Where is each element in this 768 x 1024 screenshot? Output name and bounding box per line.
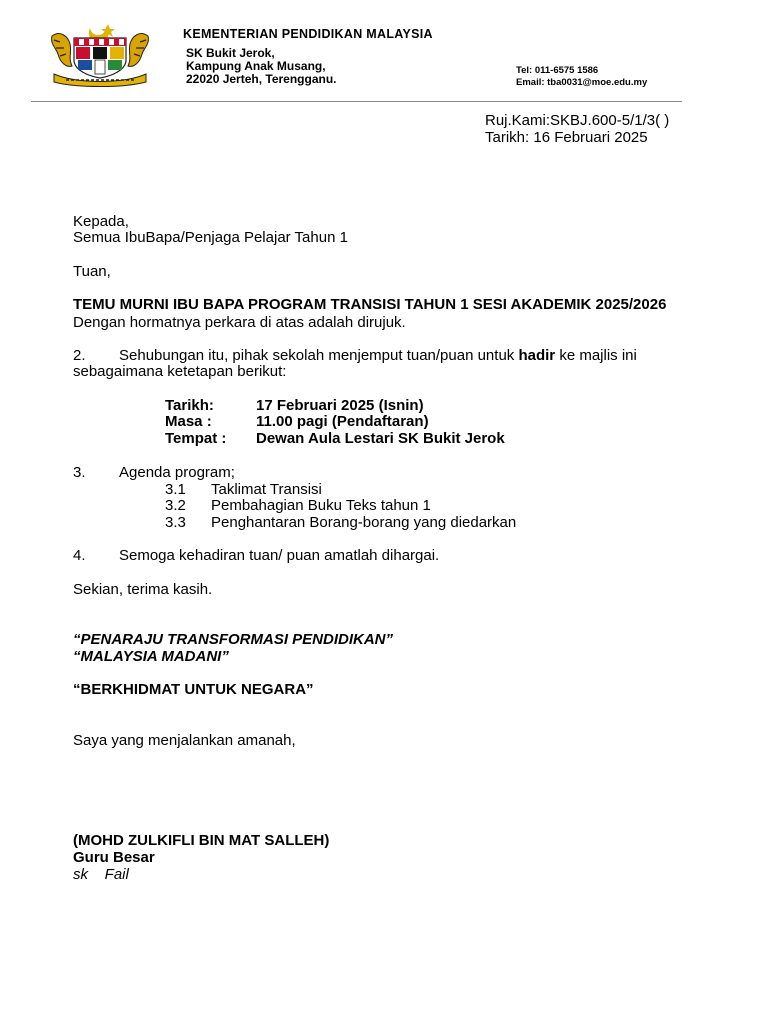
intro-line: Dengan hormatnya perkara di atas adalah dirujuk.: [73, 314, 406, 331]
agenda-item: [165, 514, 516, 531]
letterhead-divider: [31, 101, 682, 102]
signatory-title: Guru Besar: [73, 849, 155, 866]
agenda-item: [165, 497, 431, 514]
slogan-line-1: “PENARAJU TRANSFORMASI PENDIDIKAN”: [73, 631, 394, 648]
paragraph-3: [73, 464, 235, 481]
signature-intro: Saya yang menjalankan amanah,: [73, 732, 296, 749]
recipient-line: Semua IbuBapa/Penjaga Pelajar Tahun 1: [73, 229, 348, 246]
school-name-line: SK Bukit Jerok,: [186, 46, 275, 60]
salutation: Tuan,: [73, 263, 111, 280]
school-email: Email: tba0031@moe.edu.my: [516, 77, 648, 88]
agenda-item-text: Taklimat Transisi: [211, 481, 322, 498]
paragraph-4: [73, 547, 439, 564]
detail-date-label: Tarikh:: [165, 397, 214, 414]
detail-time-value: 11.00 pagi (Pendaftaran): [256, 413, 429, 430]
paragraph-2-line-2: sebagaimana ketetapan berikut:: [73, 363, 287, 380]
paragraph-2-bold: hadir: [518, 347, 556, 364]
detail-time: [165, 413, 429, 430]
paragraph-3-text: Agenda program;: [119, 464, 235, 481]
paragraph-4-number: 4.: [73, 547, 86, 564]
paragraph-2-text-end: ke majlis ini: [555, 347, 637, 364]
agenda-item-text: Pembahagian Buku Teks tahun 1: [211, 497, 431, 514]
signatory-name: (MOHD ZULKIFLI BIN MAT SALLEH): [73, 832, 330, 849]
school-contact: [516, 65, 647, 89]
detail-venue: [165, 430, 505, 447]
coat-of-arms-logo: [46, 22, 154, 88]
school-tel: Tel: 011-6575 1586: [516, 65, 599, 76]
paragraph-2: [73, 347, 637, 364]
reference-number: Ruj.Kami:SKBJ.600-5/1/3( ): [485, 112, 670, 129]
detail-venue-label: Tempat :: [165, 430, 227, 447]
closing-line: Sekian, terima kasih.: [73, 581, 213, 598]
slogan-line-2: “MALAYSIA MADANI”: [73, 648, 229, 665]
detail-time-label: Masa :: [165, 413, 212, 430]
detail-venue-value: Dewan Aula Lestari SK Bukit Jerok: [256, 430, 505, 447]
detail-date-value: 17 Februari 2025 (Isnin): [256, 397, 424, 414]
school-address: [186, 47, 337, 86]
carbon-copy-line: sk Fail: [73, 866, 129, 883]
school-village-line: Kampung Anak Musang,: [186, 59, 326, 73]
letter-date: Tarikh: 16 Februari 2025: [485, 129, 648, 146]
paragraph-3-number: 3.: [73, 464, 86, 481]
paragraph-2-number: 2.: [73, 347, 86, 364]
ministry-name: KEMENTERIAN PENDIDIKAN MALAYSIA: [183, 27, 433, 41]
agenda-item-number: 3.1: [165, 481, 186, 498]
detail-date: [165, 397, 424, 414]
paragraph-4-text: Semoga kehadiran tuan/ puan amatlah dihargai.: [119, 547, 440, 564]
paragraph-2-text: Sehubungan itu, pihak sekolah menjemput tuan/puan untuk: [119, 347, 519, 364]
agenda-item-number: 3.3: [165, 514, 186, 531]
letter-subject: TEMU MURNI IBU BAPA PROGRAM TRANSISI TAHUN 1 SESI AKADEMIK 2025/2026: [73, 296, 667, 313]
agenda-item-text: Penghantaran Borang-borang yang diedarkan: [211, 514, 517, 531]
school-postcode-line: 22020 Jerteh, Terengganu.: [186, 72, 337, 86]
agenda-item-number: 3.2: [165, 497, 186, 514]
motto: “BERKHIDMAT UNTUK NEGARA”: [73, 681, 314, 698]
agenda-item: [165, 481, 322, 498]
recipient-greeting: Kepada,: [73, 213, 129, 230]
